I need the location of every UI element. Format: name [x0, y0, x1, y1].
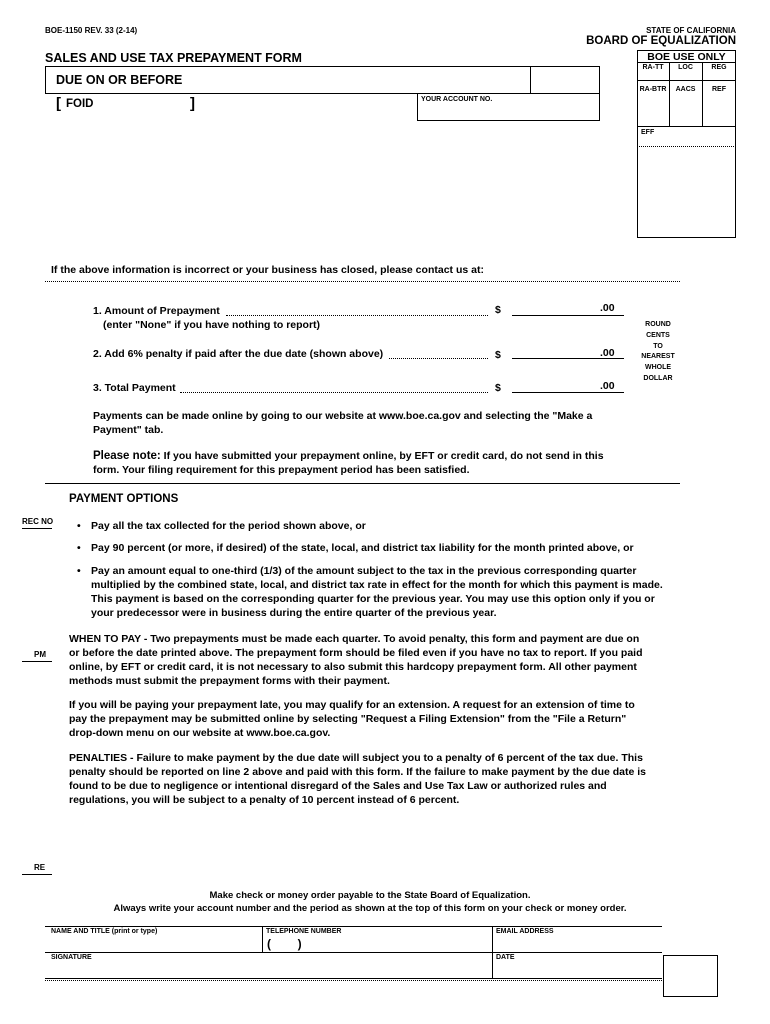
line1-cents: .00	[600, 302, 615, 314]
boe-reg: REG	[711, 64, 727, 71]
line1-label: 1. Amount of Prepayment	[93, 305, 220, 317]
check-payable-note: Make check or money order payable to the State Board of Equalization.	[209, 890, 531, 901]
line3-label: 3. Total Payment	[93, 382, 176, 394]
line3-amount-field[interactable]	[512, 392, 624, 393]
boe-ra-btr: RA-BTR	[639, 86, 667, 93]
line1-sublabel: (enter "None" if you have nothing to report)	[103, 319, 321, 331]
penalties-note: PENALTIES - Failure to make payment by the due date will subject you to a penalty of 6 percent of the tax due. This penalty should be reported on line 2 above and paid with this form. If the failure to make payment by the due date is found to be due to negligence or intentional disregard of the Sales and Use Tax Law or authorized rules and regulations, you will be subject to a penalty of 10 percent instead of 6 percent.	[69, 752, 647, 806]
payment-options-heading: PAYMENT OPTIONS	[69, 493, 179, 505]
date-label: DATE	[496, 954, 515, 961]
foid-bracket-open: [	[56, 95, 61, 112]
line2-label: 2. Add 6% penalty if paid after the due date (shown above)	[93, 348, 384, 360]
boe-ref: REF	[712, 86, 726, 93]
signature-label: SIGNATURE	[51, 954, 92, 961]
when-to-pay: WHEN TO PAY - Two prepayments must be made each quarter. To avoid penalty, this form and payment are due on or before the date printed above. The prepayment form should be filed even if you have no tax to report. If you paid online, by EFT or credit card, it is not necessary to also submit this hardcopy prepayment form. All other payment methods must submit the prepayment forms with their payment.	[69, 633, 643, 687]
telephone-label: TELEPHONE NUMBER	[266, 928, 342, 935]
email-label: EMAIL ADDRESS	[496, 928, 554, 935]
line3-cents: .00	[600, 380, 615, 392]
boe-eff: EFF	[641, 129, 655, 136]
contact-line: If the above information is incorrect or your business has closed, please contact us at:	[51, 264, 484, 276]
account-number-label: YOUR ACCOUNT NO.	[421, 96, 493, 103]
due-date-label: DUE ON OR BEFORE	[56, 73, 183, 87]
boe-ra-tt: RA-TT	[642, 64, 664, 71]
boe-aacs: AACS	[675, 86, 696, 93]
name-title-label: NAME AND TITLE (print or type)	[51, 928, 158, 935]
form-number: BOE-1150 REV. 33 (2-14)	[45, 26, 138, 35]
agency-label: BOARD OF EQUALIZATION	[586, 35, 736, 47]
online-payment-note: Payments can be made online by going to our website at www.boe.ca.gov and selecting the "Make a Payment" tab.	[93, 410, 593, 436]
payment-option-3: • Pay an amount equal to one-third (1/3) of the amount subject to the tax in the previous corresponding quarter multiplied by the combined state, local, and district tax rate in effect for the month for which this payment is made. This payment is based on the corresponding quarter for the previous year. You may use this option only if you or your predecessor were in business during the entire quarter of the previous year.	[91, 564, 671, 620]
pm-label: PM	[34, 650, 46, 659]
line1-amount-field[interactable]	[512, 315, 624, 316]
line3-dollar: $	[495, 382, 501, 394]
email-field[interactable]	[493, 936, 662, 952]
boe-loc: LOC	[678, 64, 693, 71]
re-label: RE	[34, 863, 46, 872]
round-note: ROUND CENTS TO NEAREST WHOLE DOLLAR	[641, 321, 675, 382]
scan-box	[663, 955, 718, 997]
payment-option-2: • Pay 90 percent (or more, if desired) of the state, local, and district tax liability for the month printed above, or	[91, 541, 661, 555]
payment-option-1: • Pay all the tax collected for the period shown above, or	[91, 519, 661, 533]
signature-field[interactable]	[45, 962, 492, 978]
line2-dollar: $	[495, 349, 501, 361]
form-title: SALES AND USE TAX PREPAYMENT FORM	[45, 51, 302, 65]
please-note: Please note: If you have submitted your prepayment online, by EFT or credit card, do not send in this form. Your filing requirement for this prepayment period has been satisfied.	[93, 450, 604, 476]
line1-dollar: $	[495, 304, 501, 316]
line2-cents: .00	[600, 347, 615, 359]
date-field[interactable]	[493, 962, 662, 978]
rec-no-label: REC NO	[22, 517, 54, 526]
foid-label: FOID	[66, 98, 94, 110]
foid-bracket-close: ]	[190, 95, 195, 112]
name-title-field[interactable]	[45, 936, 262, 952]
boe-use-only-box	[637, 50, 736, 238]
extension-note: If you will be paying your prepayment late, you may qualify for an extension. A request for an extension of time to pay the prepayment may be submitted online by selecting "Request a Filing Extension" from the "File a Return" drop-down menu on our website at www.boe.ca.gov.	[69, 699, 635, 739]
account-reminder-note: Always write your account number and the period as shown at the top of this form on your check or money order.	[113, 903, 627, 914]
state-label: STATE OF CALIFORNIA	[646, 26, 736, 35]
boe-use-title: BOE USE ONLY	[647, 51, 726, 63]
telephone-field[interactable]: ( )	[267, 937, 302, 951]
